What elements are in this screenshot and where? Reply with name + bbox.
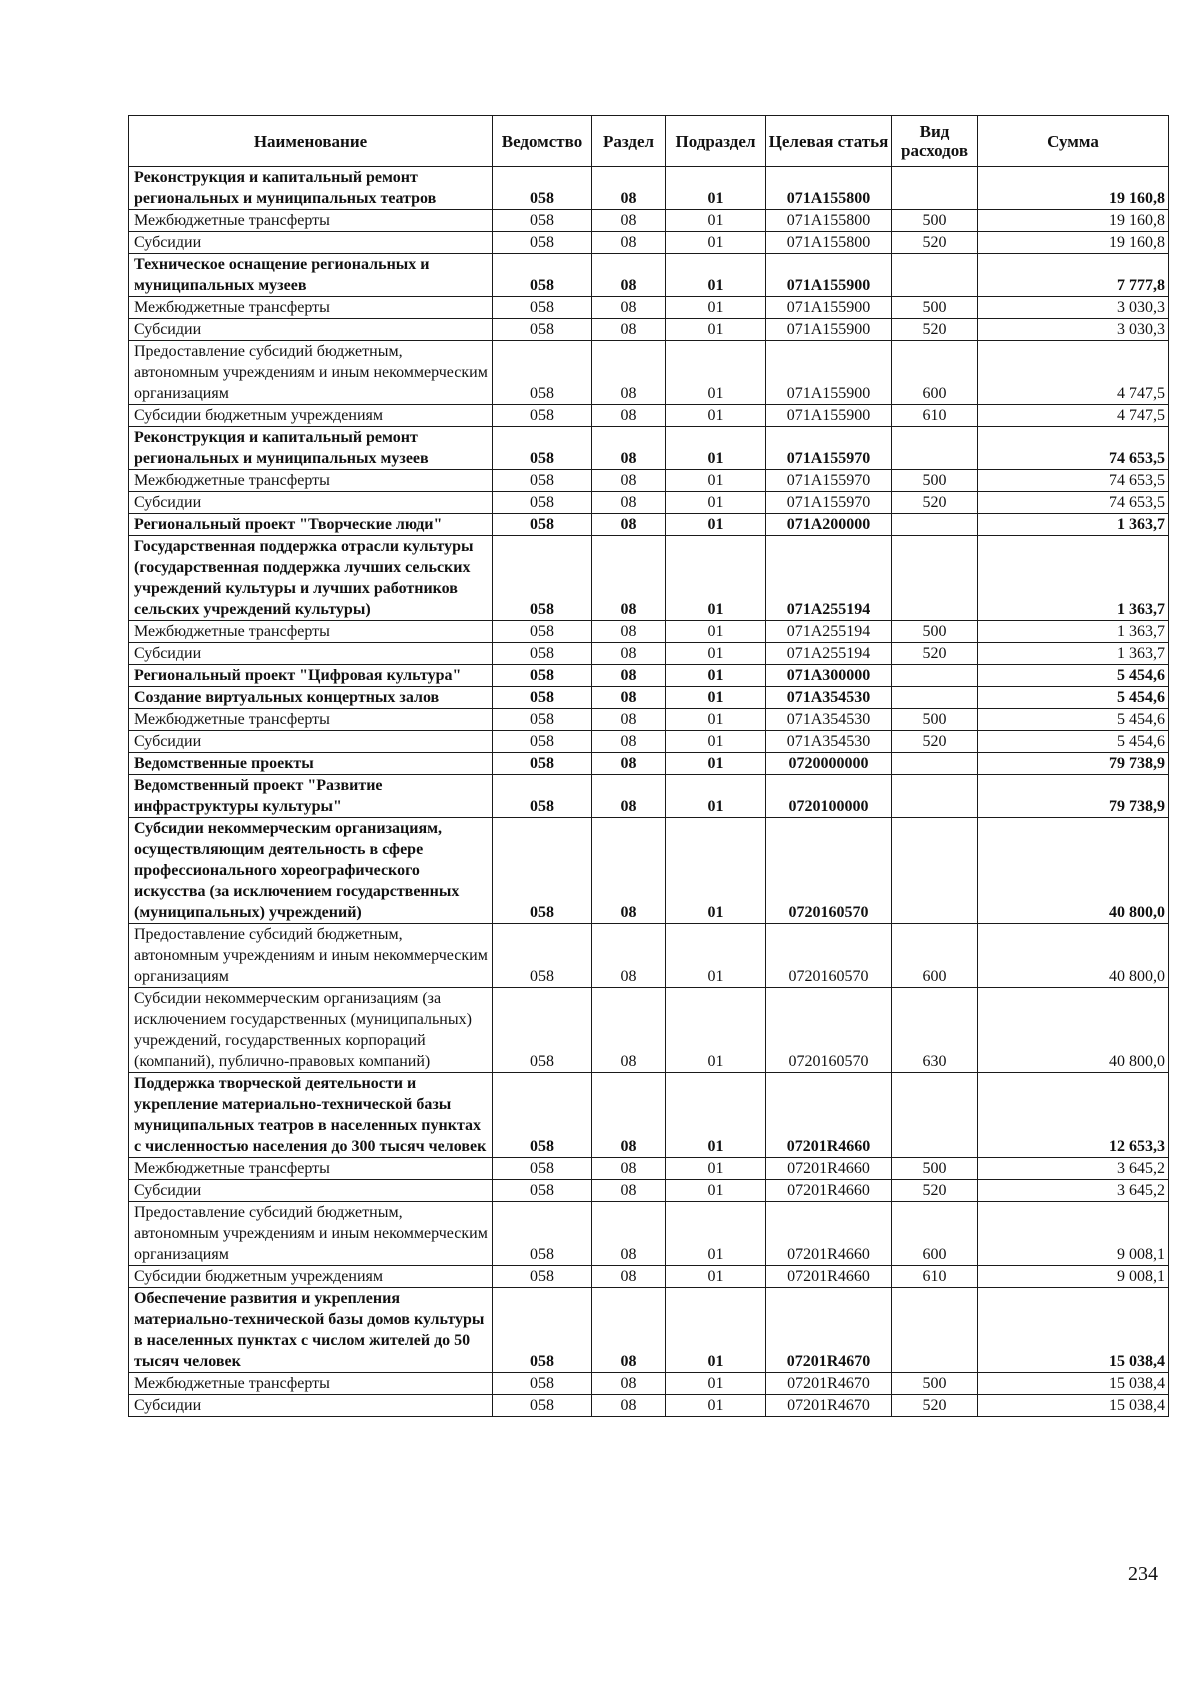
cell-amount: 19 160,8 — [978, 210, 1169, 232]
cell-section: 08 — [592, 1202, 666, 1266]
cell-section: 08 — [592, 1158, 666, 1180]
cell-amount: 3 645,2 — [978, 1180, 1169, 1202]
table-row — [129, 492, 1169, 514]
cell-expense-type — [892, 1288, 978, 1373]
cell-expense-type — [892, 254, 978, 297]
cell-department: 058 — [493, 470, 592, 492]
cell-target-item: 071A155800 — [766, 232, 892, 254]
col-header-name: Наименование — [129, 116, 493, 167]
cell-department: 058 — [493, 1373, 592, 1395]
cell-name: Субсидии — [129, 319, 493, 341]
cell-expense-type: 610 — [892, 1266, 978, 1288]
cell-section: 08 — [592, 1373, 666, 1395]
table-row — [129, 536, 1169, 621]
cell-amount: 15 038,4 — [978, 1288, 1169, 1373]
cell-name: Техническое оснащение региональных и муниципальных музеев — [129, 254, 493, 297]
cell-amount: 74 653,5 — [978, 427, 1169, 470]
cell-target-item: 071A155900 — [766, 405, 892, 427]
cell-expense-type: 610 — [892, 405, 978, 427]
cell-name: Ведомственный проект "Развитие инфраструктуры культуры" — [129, 775, 493, 818]
cell-name: Субсидии некоммерческим организациям (за исключением государственных (муниципальных) учреждений, государственных корпораций (компаний), публично-правовых компаний) — [129, 988, 493, 1073]
table-row — [129, 1158, 1169, 1180]
cell-expense-type: 520 — [892, 232, 978, 254]
cell-name: Предоставление субсидий бюджетным, автономным учреждениям и иным некоммерческим организациям — [129, 924, 493, 988]
cell-department: 058 — [493, 232, 592, 254]
cell-subsection: 01 — [666, 492, 766, 514]
cell-target-item: 07201R4660 — [766, 1202, 892, 1266]
cell-subsection: 01 — [666, 1266, 766, 1288]
cell-section: 08 — [592, 687, 666, 709]
cell-department: 058 — [493, 775, 592, 818]
cell-department: 058 — [493, 1266, 592, 1288]
table-row — [129, 665, 1169, 687]
cell-name: Субсидии бюджетным учреждениям — [129, 405, 493, 427]
cell-name: Ведомственные проекты — [129, 753, 493, 775]
cell-section: 08 — [592, 988, 666, 1073]
cell-expense-type: 500 — [892, 709, 978, 731]
table-row — [129, 621, 1169, 643]
cell-department: 058 — [493, 254, 592, 297]
col-header-amount: Сумма — [978, 116, 1169, 167]
cell-expense-type: 630 — [892, 988, 978, 1073]
cell-name: Создание виртуальных концертных залов — [129, 687, 493, 709]
cell-section: 08 — [592, 924, 666, 988]
table-row — [129, 1288, 1169, 1373]
cell-expense-type: 500 — [892, 470, 978, 492]
cell-expense-type: 600 — [892, 924, 978, 988]
cell-department: 058 — [493, 297, 592, 319]
table-row — [129, 514, 1169, 536]
cell-target-item: 071A155900 — [766, 297, 892, 319]
cell-expense-type: 500 — [892, 1373, 978, 1395]
cell-section: 08 — [592, 536, 666, 621]
cell-name: Межбюджетные трансферты — [129, 1158, 493, 1180]
cell-name: Субсидии — [129, 1395, 493, 1417]
cell-subsection: 01 — [666, 709, 766, 731]
cell-amount: 1 363,7 — [978, 536, 1169, 621]
cell-subsection: 01 — [666, 1395, 766, 1417]
cell-subsection: 01 — [666, 643, 766, 665]
cell-department: 058 — [493, 1288, 592, 1373]
table-row — [129, 1180, 1169, 1202]
cell-amount: 9 008,1 — [978, 1266, 1169, 1288]
cell-department: 058 — [493, 621, 592, 643]
table-row — [129, 775, 1169, 818]
cell-target-item: 0720000000 — [766, 753, 892, 775]
cell-amount: 79 738,9 — [978, 775, 1169, 818]
cell-name: Обеспечение развития и укрепления материально-технической базы домов культуры в населенных пунктах с числом жителей до 50 тысяч человек — [129, 1288, 493, 1373]
cell-subsection: 01 — [666, 775, 766, 818]
cell-subsection: 01 — [666, 297, 766, 319]
cell-amount: 3 645,2 — [978, 1158, 1169, 1180]
cell-amount: 40 800,0 — [978, 818, 1169, 924]
cell-target-item: 07201R4660 — [766, 1180, 892, 1202]
cell-section: 08 — [592, 1266, 666, 1288]
cell-name: Межбюджетные трансферты — [129, 297, 493, 319]
cell-department: 058 — [493, 709, 592, 731]
cell-name: Межбюджетные трансферты — [129, 621, 493, 643]
cell-subsection: 01 — [666, 319, 766, 341]
cell-section: 08 — [592, 1073, 666, 1158]
cell-section: 08 — [592, 232, 666, 254]
cell-name: Предоставление субсидий бюджетным, автономным учреждениям и иным некоммерческим организациям — [129, 341, 493, 405]
col-header-target-item: Целевая статья — [766, 116, 892, 167]
cell-expense-type: 520 — [892, 643, 978, 665]
cell-amount: 15 038,4 — [978, 1373, 1169, 1395]
cell-amount: 9 008,1 — [978, 1202, 1169, 1266]
cell-target-item: 07201R4670 — [766, 1373, 892, 1395]
cell-expense-type: 520 — [892, 1180, 978, 1202]
cell-subsection: 01 — [666, 687, 766, 709]
cell-department: 058 — [493, 1073, 592, 1158]
cell-section: 08 — [592, 514, 666, 536]
cell-section: 08 — [592, 427, 666, 470]
table-body — [129, 167, 1169, 1417]
cell-target-item: 071A300000 — [766, 665, 892, 687]
cell-section: 08 — [592, 254, 666, 297]
table-row — [129, 1395, 1169, 1417]
cell-target-item: 07201R4660 — [766, 1158, 892, 1180]
cell-name: Субсидии — [129, 731, 493, 753]
cell-amount: 40 800,0 — [978, 924, 1169, 988]
cell-department: 058 — [493, 1395, 592, 1417]
cell-name: Предоставление субсидий бюджетным, автономным учреждениям и иным некоммерческим организациям — [129, 1202, 493, 1266]
cell-department: 058 — [493, 1180, 592, 1202]
cell-subsection: 01 — [666, 427, 766, 470]
cell-department: 058 — [493, 753, 592, 775]
cell-amount: 74 653,5 — [978, 470, 1169, 492]
cell-amount: 3 030,3 — [978, 319, 1169, 341]
table-row — [129, 924, 1169, 988]
cell-section: 08 — [592, 709, 666, 731]
cell-amount: 7 777,8 — [978, 254, 1169, 297]
cell-section: 08 — [592, 210, 666, 232]
table-row — [129, 1073, 1169, 1158]
cell-expense-type — [892, 1073, 978, 1158]
cell-subsection: 01 — [666, 1202, 766, 1266]
cell-name: Субсидии некоммерческим организациям, осуществляющим деятельность в сфере профессионального хореографического искусства (за исключением государственных (муниципальных) учреждений) — [129, 818, 493, 924]
cell-section: 08 — [592, 1180, 666, 1202]
table-row — [129, 232, 1169, 254]
cell-subsection: 01 — [666, 470, 766, 492]
cell-target-item: 071A155970 — [766, 470, 892, 492]
cell-department: 058 — [493, 341, 592, 405]
budget-table — [128, 115, 1169, 1417]
cell-section: 08 — [592, 665, 666, 687]
cell-name: Межбюджетные трансферты — [129, 1373, 493, 1395]
cell-target-item: 0720160570 — [766, 924, 892, 988]
cell-section: 08 — [592, 492, 666, 514]
cell-subsection: 01 — [666, 924, 766, 988]
cell-expense-type: 520 — [892, 1395, 978, 1417]
cell-department: 058 — [493, 536, 592, 621]
cell-department: 058 — [493, 427, 592, 470]
table-row — [129, 319, 1169, 341]
table-row — [129, 1373, 1169, 1395]
page-number: 234 — [1128, 1563, 1158, 1585]
cell-target-item: 071A200000 — [766, 514, 892, 536]
cell-target-item: 071A354530 — [766, 709, 892, 731]
cell-target-item: 071A155800 — [766, 167, 892, 210]
table-row — [129, 818, 1169, 924]
cell-name: Региональный проект "Цифровая культура" — [129, 665, 493, 687]
cell-amount: 4 747,5 — [978, 405, 1169, 427]
cell-department: 058 — [493, 492, 592, 514]
cell-name: Реконструкция и капитальный ремонт региональных и муниципальных музеев — [129, 427, 493, 470]
cell-department: 058 — [493, 687, 592, 709]
cell-expense-type — [892, 775, 978, 818]
cell-expense-type: 520 — [892, 319, 978, 341]
cell-department: 058 — [493, 1202, 592, 1266]
cell-subsection: 01 — [666, 1288, 766, 1373]
cell-expense-type: 520 — [892, 731, 978, 753]
cell-section: 08 — [592, 731, 666, 753]
table-row — [129, 753, 1169, 775]
cell-expense-type: 500 — [892, 210, 978, 232]
cell-target-item: 07201R4670 — [766, 1395, 892, 1417]
cell-subsection: 01 — [666, 514, 766, 536]
cell-target-item: 071A155900 — [766, 319, 892, 341]
cell-expense-type — [892, 753, 978, 775]
cell-subsection: 01 — [666, 341, 766, 405]
cell-target-item: 071A354530 — [766, 731, 892, 753]
cell-expense-type: 500 — [892, 1158, 978, 1180]
cell-amount: 74 653,5 — [978, 492, 1169, 514]
cell-department: 058 — [493, 1158, 592, 1180]
cell-section: 08 — [592, 1288, 666, 1373]
cell-subsection: 01 — [666, 1373, 766, 1395]
cell-section: 08 — [592, 1395, 666, 1417]
cell-name: Субсидии — [129, 492, 493, 514]
cell-section: 08 — [592, 621, 666, 643]
cell-target-item: 071A155970 — [766, 427, 892, 470]
cell-section: 08 — [592, 818, 666, 924]
cell-section: 08 — [592, 405, 666, 427]
cell-subsection: 01 — [666, 167, 766, 210]
cell-expense-type: 600 — [892, 341, 978, 405]
table-row — [129, 210, 1169, 232]
col-header-expense-type: Вид расходов — [892, 116, 978, 167]
table-row — [129, 427, 1169, 470]
col-header-section: Раздел — [592, 116, 666, 167]
cell-name: Реконструкция и капитальный ремонт региональных и муниципальных театров — [129, 167, 493, 210]
cell-expense-type: 500 — [892, 297, 978, 319]
cell-target-item: 071A155970 — [766, 492, 892, 514]
cell-amount: 19 160,8 — [978, 167, 1169, 210]
cell-target-item: 071A255194 — [766, 643, 892, 665]
cell-name: Субсидии — [129, 1180, 493, 1202]
cell-name: Субсидии — [129, 643, 493, 665]
cell-amount: 1 363,7 — [978, 621, 1169, 643]
table-row — [129, 254, 1169, 297]
cell-amount: 1 363,7 — [978, 643, 1169, 665]
cell-expense-type — [892, 167, 978, 210]
cell-subsection: 01 — [666, 405, 766, 427]
cell-department: 058 — [493, 514, 592, 536]
cell-target-item: 071A255194 — [766, 536, 892, 621]
cell-section: 08 — [592, 297, 666, 319]
cell-target-item: 071A354530 — [766, 687, 892, 709]
cell-department: 058 — [493, 988, 592, 1073]
table-row — [129, 731, 1169, 753]
table-row — [129, 470, 1169, 492]
cell-section: 08 — [592, 753, 666, 775]
cell-amount: 4 747,5 — [978, 341, 1169, 405]
cell-department: 058 — [493, 665, 592, 687]
table-row — [129, 687, 1169, 709]
cell-subsection: 01 — [666, 254, 766, 297]
cell-subsection: 01 — [666, 621, 766, 643]
cell-section: 08 — [592, 775, 666, 818]
cell-name: Государственная поддержка отрасли культуры (государственная поддержка лучших сельских учреждений культуры и лучших работников сельских учреждений культуры) — [129, 536, 493, 621]
header-row — [129, 116, 1169, 167]
cell-name: Межбюджетные трансферты — [129, 210, 493, 232]
cell-subsection: 01 — [666, 753, 766, 775]
cell-department: 058 — [493, 405, 592, 427]
cell-target-item: 0720100000 — [766, 775, 892, 818]
cell-amount: 1 363,7 — [978, 514, 1169, 536]
cell-subsection: 01 — [666, 1180, 766, 1202]
cell-expense-type — [892, 665, 978, 687]
cell-expense-type — [892, 427, 978, 470]
cell-target-item: 0720160570 — [766, 818, 892, 924]
cell-amount: 79 738,9 — [978, 753, 1169, 775]
table-row — [129, 1202, 1169, 1266]
cell-expense-type: 520 — [892, 492, 978, 514]
cell-subsection: 01 — [666, 665, 766, 687]
cell-expense-type — [892, 687, 978, 709]
table-row — [129, 341, 1169, 405]
cell-subsection: 01 — [666, 731, 766, 753]
cell-subsection: 01 — [666, 988, 766, 1073]
cell-amount: 5 454,6 — [978, 665, 1169, 687]
cell-target-item: 07201R4660 — [766, 1266, 892, 1288]
table-row — [129, 297, 1169, 319]
cell-target-item: 071A155800 — [766, 210, 892, 232]
cell-amount: 19 160,8 — [978, 232, 1169, 254]
cell-amount: 15 038,4 — [978, 1395, 1169, 1417]
cell-section: 08 — [592, 319, 666, 341]
table-row — [129, 988, 1169, 1073]
cell-department: 058 — [493, 818, 592, 924]
cell-name: Региональный проект "Творческие люди" — [129, 514, 493, 536]
cell-amount: 5 454,6 — [978, 731, 1169, 753]
cell-section: 08 — [592, 470, 666, 492]
cell-amount: 5 454,6 — [978, 687, 1169, 709]
table-row — [129, 1266, 1169, 1288]
cell-amount: 40 800,0 — [978, 988, 1169, 1073]
budget-table-container — [128, 115, 1168, 1417]
cell-target-item: 0720160570 — [766, 988, 892, 1073]
cell-amount: 12 653,3 — [978, 1073, 1169, 1158]
cell-department: 058 — [493, 167, 592, 210]
cell-name: Поддержка творческой деятельности и укрепление материально-технической базы муниципальных театров в населенных пунктах с численностью населения до 300 тысяч человек — [129, 1073, 493, 1158]
cell-expense-type — [892, 514, 978, 536]
cell-subsection: 01 — [666, 232, 766, 254]
col-header-subsection: Подраздел — [666, 116, 766, 167]
cell-name: Межбюджетные трансферты — [129, 470, 493, 492]
cell-subsection: 01 — [666, 536, 766, 621]
cell-section: 08 — [592, 167, 666, 210]
table-row — [129, 405, 1169, 427]
table-row — [129, 709, 1169, 731]
col-header-department: Ведомство — [493, 116, 592, 167]
cell-section: 08 — [592, 341, 666, 405]
table-row — [129, 643, 1169, 665]
cell-target-item: 071A255194 — [766, 621, 892, 643]
cell-department: 058 — [493, 731, 592, 753]
cell-name: Субсидии бюджетным учреждениям — [129, 1266, 493, 1288]
cell-subsection: 01 — [666, 1073, 766, 1158]
cell-department: 058 — [493, 643, 592, 665]
cell-target-item: 071A155900 — [766, 254, 892, 297]
cell-name: Межбюджетные трансферты — [129, 709, 493, 731]
cell-subsection: 01 — [666, 1158, 766, 1180]
cell-amount: 5 454,6 — [978, 709, 1169, 731]
cell-subsection: 01 — [666, 818, 766, 924]
cell-target-item: 071A155900 — [766, 341, 892, 405]
cell-amount: 3 030,3 — [978, 297, 1169, 319]
cell-expense-type — [892, 536, 978, 621]
cell-department: 058 — [493, 924, 592, 988]
cell-department: 058 — [493, 319, 592, 341]
cell-name: Субсидии — [129, 232, 493, 254]
table-row — [129, 167, 1169, 210]
cell-target-item: 07201R4660 — [766, 1073, 892, 1158]
cell-expense-type — [892, 818, 978, 924]
cell-section: 08 — [592, 643, 666, 665]
cell-expense-type: 600 — [892, 1202, 978, 1266]
cell-department: 058 — [493, 210, 592, 232]
cell-target-item: 07201R4670 — [766, 1288, 892, 1373]
cell-subsection: 01 — [666, 210, 766, 232]
cell-expense-type: 500 — [892, 621, 978, 643]
